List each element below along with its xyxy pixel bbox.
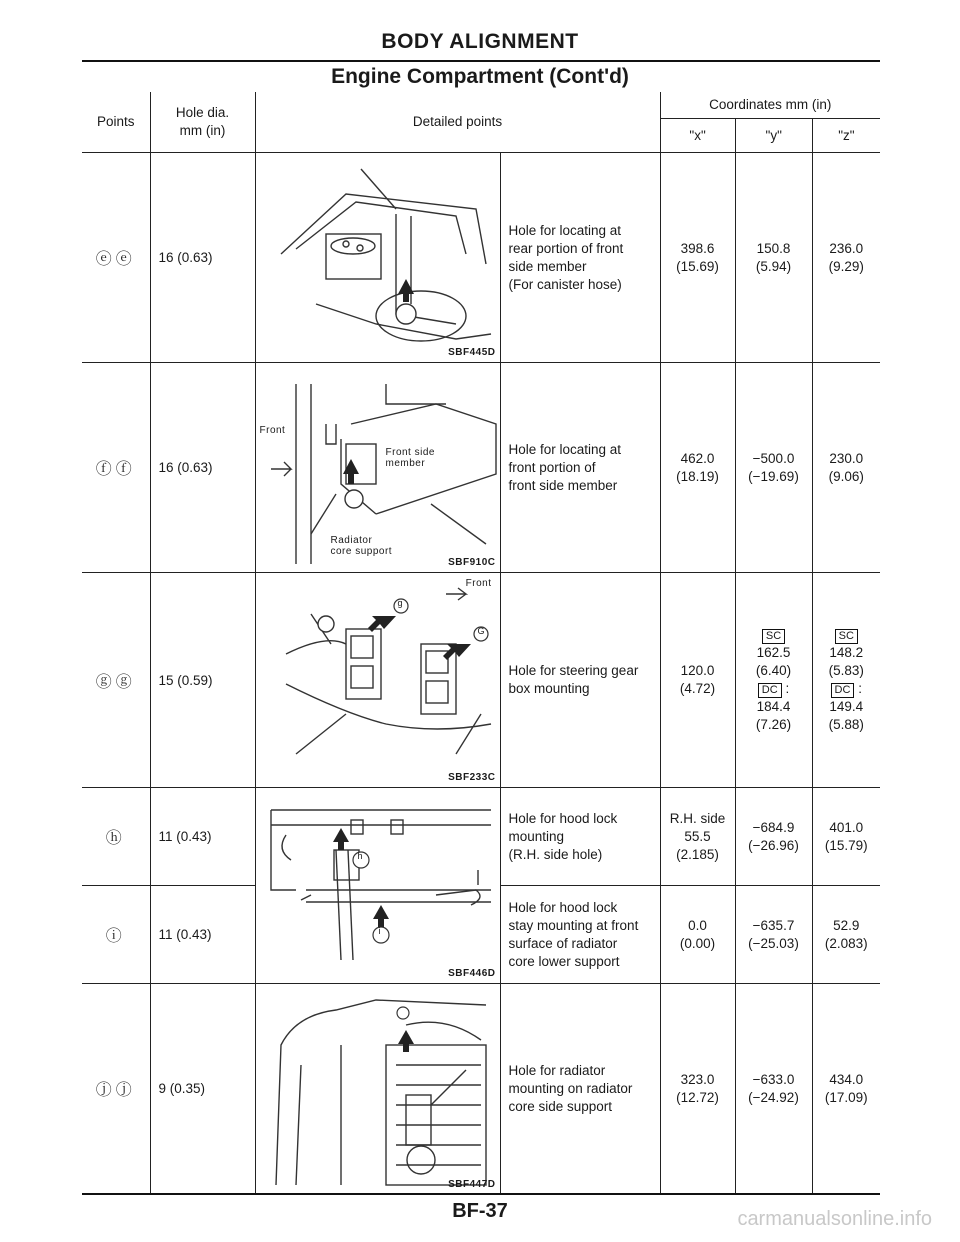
arrow-icon bbox=[443, 644, 471, 660]
desc-line: surface of radiator bbox=[508, 935, 618, 951]
arrow-icon bbox=[398, 1030, 414, 1052]
value: 55.5 bbox=[684, 828, 711, 844]
hood-lock-diagram bbox=[256, 790, 501, 982]
desc-line: rear portion of front bbox=[508, 240, 624, 256]
illustration-e bbox=[255, 153, 500, 363]
point-j-icon bbox=[397, 1007, 409, 1019]
value-in: (12.72) bbox=[676, 1089, 719, 1105]
point-g-label: g bbox=[397, 598, 404, 608]
value-in: (−19.69) bbox=[748, 468, 799, 484]
value: 149.4 bbox=[829, 699, 864, 714]
member-label bbox=[386, 447, 435, 469]
point-f-icon bbox=[345, 490, 363, 508]
sc-badge: SC bbox=[762, 629, 785, 644]
figure-code: SBF447D bbox=[448, 1178, 496, 1190]
title-rule bbox=[82, 60, 880, 62]
desc-line: stay mounting at front bbox=[508, 917, 639, 933]
arrow-icon bbox=[373, 905, 389, 927]
desc-line: (R.H. side hole) bbox=[508, 846, 603, 862]
value-label: R.H. side bbox=[669, 810, 726, 826]
value: −684.9 bbox=[752, 819, 795, 835]
point-marker: ⓔⓔ bbox=[82, 153, 150, 363]
alignment-table bbox=[82, 92, 880, 1194]
point-marker: ⓘ bbox=[82, 886, 150, 984]
value: 236.0 bbox=[829, 240, 864, 256]
value: 0.0 bbox=[688, 917, 707, 933]
point-h-label: h bbox=[357, 851, 364, 861]
illustration-f bbox=[255, 363, 500, 573]
coord-z bbox=[812, 153, 880, 363]
desc-line: side member bbox=[508, 258, 587, 274]
steering-icon bbox=[318, 616, 334, 632]
header-hole-label: Hole dia. bbox=[175, 105, 230, 120]
dc-badge: DC bbox=[831, 683, 855, 698]
front-label: Front bbox=[259, 425, 286, 436]
value-in: (4.72) bbox=[679, 681, 716, 696]
description-cell bbox=[500, 573, 660, 788]
value: 150.8 bbox=[756, 240, 791, 256]
illustration-g bbox=[255, 573, 500, 788]
coord-x bbox=[660, 153, 735, 363]
coord-z bbox=[812, 886, 880, 984]
desc-line: Hole for steering gear bbox=[508, 663, 639, 678]
coord-z bbox=[812, 984, 880, 1194]
sc-badge: SC bbox=[835, 629, 858, 644]
illustration-j bbox=[255, 984, 500, 1194]
colon: : bbox=[858, 681, 862, 696]
figure-code: SBF446D bbox=[448, 968, 496, 979]
value: 434.0 bbox=[829, 1071, 864, 1087]
value-in: (−25.03) bbox=[748, 935, 799, 951]
member-label-line: Front side bbox=[385, 447, 435, 458]
description-cell bbox=[500, 153, 660, 363]
hole-diameter: 9 (0.35) bbox=[150, 984, 255, 1194]
coord-x bbox=[660, 573, 735, 788]
hole-diameter: 11 (0.43) bbox=[150, 886, 255, 984]
coord-z bbox=[812, 788, 880, 886]
figure-code: SBF445D bbox=[448, 347, 496, 358]
front-label: Front bbox=[465, 578, 492, 589]
coord-y bbox=[735, 984, 812, 1194]
illustration-hi bbox=[255, 788, 500, 984]
coord-y bbox=[735, 153, 812, 363]
value-in: (5.83) bbox=[828, 663, 864, 678]
value-in: (9.06) bbox=[828, 468, 864, 484]
header-hole-unit: mm (in) bbox=[179, 123, 226, 138]
header-hole-dia bbox=[150, 92, 255, 153]
radiator-label bbox=[331, 535, 393, 557]
coord-y bbox=[735, 363, 812, 573]
coord-x bbox=[660, 984, 735, 1194]
radiator-mount-diagram bbox=[256, 985, 501, 1193]
coord-y bbox=[735, 573, 812, 788]
value-in: (17.09) bbox=[824, 1089, 868, 1105]
coord-z bbox=[812, 573, 880, 788]
value: −500.0 bbox=[752, 450, 795, 466]
figure-code: SBF910C bbox=[448, 557, 496, 568]
desc-line: core lower support bbox=[508, 953, 620, 969]
point-i-label: i bbox=[378, 926, 381, 936]
value: 230.0 bbox=[829, 450, 864, 466]
engine-rear-member-diagram bbox=[256, 154, 501, 362]
value-in: (2.185) bbox=[676, 846, 719, 862]
coord-y bbox=[735, 886, 812, 984]
description-cell bbox=[500, 886, 660, 984]
value: 184.4 bbox=[756, 699, 791, 714]
value: 323.0 bbox=[680, 1071, 715, 1087]
header-coords-title: Coordinates mm (in) bbox=[661, 92, 881, 119]
hole-diameter: 15 (0.59) bbox=[150, 573, 255, 788]
coord-x bbox=[660, 788, 735, 886]
bottom-rule bbox=[82, 1193, 880, 1195]
value: 52.9 bbox=[833, 917, 860, 933]
value: 148.2 bbox=[829, 645, 864, 660]
desc-line: mounting on radiator bbox=[508, 1080, 633, 1096]
desc-line: box mounting bbox=[508, 681, 590, 696]
hole-diameter: 16 (0.63) bbox=[150, 363, 255, 573]
section-subtitle: Engine Compartment (Cont'd) bbox=[331, 65, 629, 88]
radiator-label-line: Radiator bbox=[330, 535, 373, 546]
hole-diameter: 11 (0.43) bbox=[150, 788, 255, 886]
value-in: (7.26) bbox=[755, 717, 792, 732]
member-label-line: member bbox=[385, 458, 426, 469]
value-in: (9.29) bbox=[828, 258, 864, 274]
value: 120.0 bbox=[680, 663, 715, 678]
coord-z bbox=[812, 363, 880, 573]
point-marker: ⓖⓖ bbox=[82, 573, 150, 788]
value-in: (−26.96) bbox=[748, 837, 799, 853]
description-cell bbox=[500, 788, 660, 886]
coord-x bbox=[660, 363, 735, 573]
steering-gear-diagram bbox=[256, 574, 501, 787]
desc-line: front portion of bbox=[508, 459, 596, 475]
point-marker: ⓙⓙ bbox=[82, 984, 150, 1194]
description-cell bbox=[500, 363, 660, 573]
table-row bbox=[82, 984, 880, 1194]
figure-code: SBF233C bbox=[448, 772, 496, 783]
arrow-icon bbox=[368, 616, 396, 632]
description-cell bbox=[500, 984, 660, 1194]
desc-line: Hole for hood lock bbox=[508, 899, 618, 915]
value: 462.0 bbox=[680, 450, 715, 466]
table-row bbox=[82, 788, 880, 886]
desc-line: Hole for radiator bbox=[508, 1062, 606, 1078]
colon: : bbox=[785, 681, 790, 696]
dc-badge: DC bbox=[758, 683, 782, 698]
desc-line: Hole for locating at bbox=[508, 441, 622, 457]
radiator-label-line: core support bbox=[330, 546, 393, 557]
table-row bbox=[82, 363, 880, 573]
header-z: "z" bbox=[812, 119, 880, 152]
header-coordinates bbox=[660, 92, 880, 153]
value-in: (18.19) bbox=[676, 468, 719, 484]
header-y: "y" bbox=[735, 119, 812, 152]
page-number: BF-37 bbox=[452, 1200, 508, 1222]
table-header bbox=[82, 92, 880, 153]
value-in: (15.79) bbox=[824, 837, 868, 853]
value: −635.7 bbox=[752, 917, 795, 933]
desc-line: core side support bbox=[508, 1098, 613, 1114]
header-detailed-points: Detailed points bbox=[255, 92, 660, 153]
header-axes bbox=[661, 119, 881, 152]
header-points: Points bbox=[96, 114, 135, 129]
value: 401.0 bbox=[829, 819, 864, 835]
desc-line: mounting bbox=[508, 828, 565, 844]
table-row bbox=[82, 153, 880, 363]
point-marker: ⓗ bbox=[82, 788, 150, 886]
value-in: (5.88) bbox=[828, 717, 864, 732]
desc-line: Hole for hood lock bbox=[508, 810, 618, 826]
desc-line: Hole for locating at bbox=[508, 222, 622, 238]
desc-line: front side member bbox=[508, 477, 618, 493]
value: 162.5 bbox=[756, 645, 791, 660]
watermark: carmanualsonline.info bbox=[737, 1208, 932, 1230]
desc-line: (For canister hose) bbox=[508, 276, 622, 292]
value: 398.6 bbox=[680, 240, 715, 256]
value: −633.0 bbox=[752, 1071, 795, 1087]
arrow-icon bbox=[333, 828, 349, 850]
value-in: (2.083) bbox=[824, 935, 868, 951]
coord-x bbox=[660, 886, 735, 984]
coord-y bbox=[735, 788, 812, 886]
value-in: (6.40) bbox=[755, 663, 792, 678]
table-row bbox=[82, 573, 880, 788]
value-in: (5.94) bbox=[755, 258, 792, 274]
page-title: BODY ALIGNMENT bbox=[381, 30, 579, 53]
value-in: (−24.92) bbox=[748, 1089, 799, 1105]
hole-diameter: 16 (0.63) bbox=[150, 153, 255, 363]
point-G-label: G bbox=[477, 626, 486, 636]
point-marker: ⓕⓕ bbox=[82, 363, 150, 573]
header-x: "x" bbox=[689, 128, 706, 143]
value-in: (15.69) bbox=[676, 258, 719, 274]
point-e-icon bbox=[396, 304, 416, 324]
value-in: (0.00) bbox=[679, 935, 716, 951]
